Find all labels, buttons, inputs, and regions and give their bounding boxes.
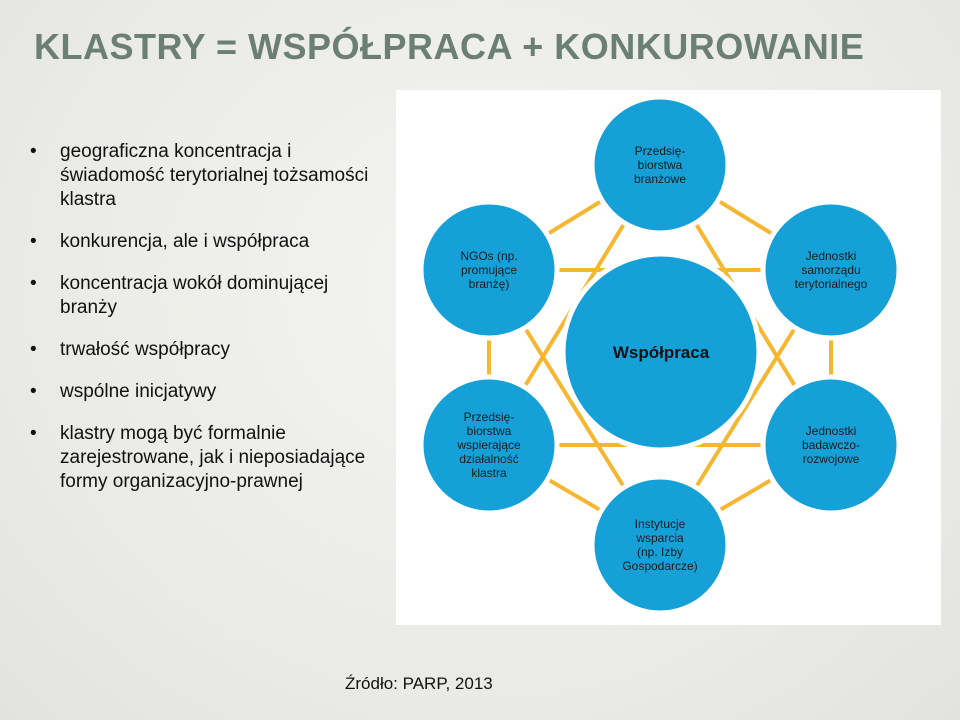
node-jednostki-samorzadu bbox=[763, 202, 899, 338]
center-node bbox=[563, 254, 759, 450]
node-label-line: Przedsię- bbox=[634, 144, 686, 158]
bullet-item: • trwałość współpracy bbox=[30, 338, 370, 362]
node-label-line: branżowe bbox=[633, 172, 687, 186]
node-label-line: Jednostki bbox=[805, 249, 857, 263]
node-label bbox=[460, 249, 517, 291]
node-label-line: wsparcia bbox=[636, 531, 684, 545]
bullet-item: • klastry mogą być formalnie zarejestrowane, jak i nieposiadające formy organizacyjno-prawnej bbox=[30, 422, 370, 494]
node-jednostki-badawczo-rozwojowe bbox=[763, 377, 899, 513]
node-label-line: działalność bbox=[459, 452, 519, 466]
node-label-line: Gospodarcze) bbox=[622, 559, 698, 573]
bullet-item: • geograficzna koncentracja i świadomość terytorialnej tożsamości klastra bbox=[30, 140, 370, 212]
node-label-line: rozwojowe bbox=[802, 452, 860, 466]
bullet-item: • konkurencja, ale i współpraca bbox=[30, 230, 370, 254]
bullet-item: • wspólne inicjatywy bbox=[30, 380, 370, 404]
node-label-line: Przedsię- bbox=[463, 410, 515, 424]
node-label-line: wspierające bbox=[457, 438, 521, 452]
node-label-line: Jednostki bbox=[805, 424, 857, 438]
node-label-line: promujące bbox=[460, 263, 518, 277]
node-label-line: Instytucje bbox=[634, 517, 686, 531]
node-przedsiebiorstwa-branzowe bbox=[592, 97, 728, 233]
source-caption: Źródło: PARP, 2013 bbox=[345, 674, 493, 693]
node-label-line: NGOs (np. bbox=[460, 249, 518, 263]
node-ngos bbox=[421, 202, 557, 338]
node-label bbox=[802, 424, 860, 466]
cooperation-diagram-svg bbox=[396, 90, 941, 625]
node-instytucje-wsparcia bbox=[592, 477, 728, 613]
cooperation-diagram bbox=[396, 90, 941, 625]
node-label bbox=[634, 144, 686, 186]
node-label-line: klastra bbox=[471, 466, 507, 480]
node-label-line: samorządu bbox=[801, 263, 861, 277]
node-label-line: branżę) bbox=[468, 277, 510, 291]
node-label-line: badawczo- bbox=[801, 438, 861, 452]
node-label-line: (np. Izby bbox=[636, 545, 684, 559]
node-label-line: biorstwa bbox=[466, 424, 512, 438]
bullet-item: • koncentracja wokół dominującej branży bbox=[30, 272, 370, 320]
node-przedsiebiorstwa-wspierajace bbox=[421, 377, 557, 513]
node-label-line: biorstwa bbox=[637, 158, 683, 172]
center-label: Współpraca bbox=[612, 343, 710, 362]
slide-title: KLASTRY = WSPÓŁPRACA + KONKUROWANIE bbox=[34, 26, 865, 67]
node-label-line: terytorialnego bbox=[794, 277, 868, 291]
bullet-list bbox=[30, 140, 370, 512]
